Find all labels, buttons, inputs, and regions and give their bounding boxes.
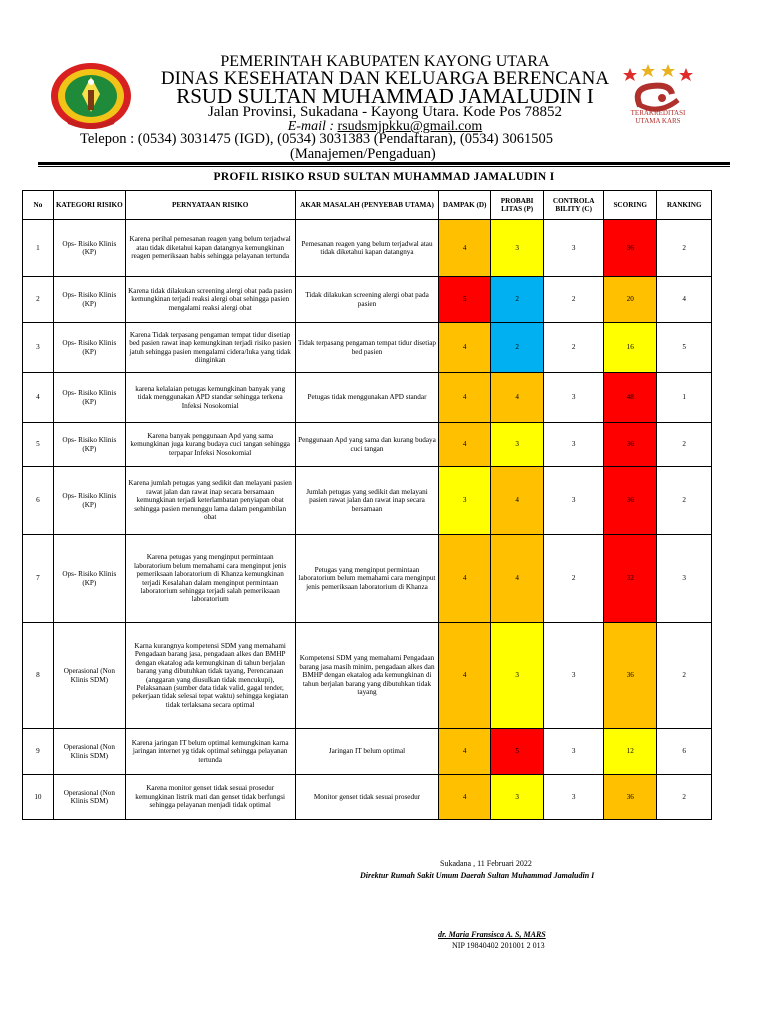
cell-dampak: 4	[439, 535, 490, 623]
cell-no: 8	[23, 623, 54, 729]
cell-probabilitas: 4	[490, 467, 543, 535]
email-label: E-mail :	[287, 119, 335, 134]
cell-probabilitas: 3	[490, 623, 543, 729]
cell-controlability: 3	[544, 729, 604, 775]
letterhead-rule-thick	[38, 162, 730, 165]
header-ranking: RANKING	[657, 191, 712, 220]
cell-dampak: 5	[439, 277, 490, 323]
cell-probabilitas: 2	[490, 277, 543, 323]
letterhead-phone-2: (Manajemen/Pengaduan)	[290, 146, 436, 162]
cell-kategori: Operasional (Non Klinis SDM)	[53, 775, 125, 820]
table-header-row	[23, 191, 712, 220]
cell-dampak: 3	[439, 467, 490, 535]
risk-profile-table	[22, 190, 712, 820]
cell-no: 5	[23, 423, 54, 467]
table-row	[23, 373, 712, 423]
cell-ranking: 2	[657, 423, 712, 467]
cell-dampak: 4	[439, 323, 490, 373]
cell-no: 3	[23, 323, 54, 373]
cell-ranking: 2	[657, 220, 712, 277]
cell-pernyataan: Karena petugas yang menginput permintaan laboratorium belum memahami cara menginput jenis pemeriksaan laboratorium di Khanza kemungkinan terjadi Kesalahan dalam menginput permintaan laboratorium sehingga terjadi salah pemeriksaan laboratorium	[125, 535, 295, 623]
cell-kategori: Ops- Risiko Klinis (KP)	[53, 323, 125, 373]
cell-ranking: 1	[657, 373, 712, 423]
cell-scoring: 20	[603, 277, 656, 323]
letterhead	[0, 0, 768, 162]
cell-kategori: Ops- Risiko Klinis (KP)	[53, 467, 125, 535]
risk-table-body	[23, 220, 712, 820]
header-controlability: CONTROLA BILITY (C)	[544, 191, 604, 220]
table-row	[23, 277, 712, 323]
header-akar-masalah: AKAR MASALAH (PENYEBAB UTAMA)	[295, 191, 439, 220]
cell-akar-masalah: Kompetensi SDM yang memahami Pengadaan barang jasa masih minim, pengadaan alkes dan BMHP dengan ekatalog ada kemungkinan di tahun berjalan barang yang dibutuhkan tidak tayang	[295, 623, 439, 729]
cell-kategori: Ops- Risiko Klinis (KP)	[53, 220, 125, 277]
footer-nip: NIP 19840402 201001 2 013	[452, 941, 545, 950]
table-row	[23, 220, 712, 277]
cell-scoring: 16	[603, 323, 656, 373]
cell-no: 1	[23, 220, 54, 277]
cell-probabilitas: 5	[490, 729, 543, 775]
cell-ranking: 2	[657, 467, 712, 535]
cell-akar-masalah: Jaringan IT belum optimal	[295, 729, 439, 775]
header-dampak: DAMPAK (D)	[439, 191, 490, 220]
cell-scoring: 12	[603, 729, 656, 775]
letterhead-line-1: PEMERINTAH KABUPATEN KAYONG UTARA	[220, 53, 550, 70]
letterhead-address: Jalan Provinsi, Sukadana - Kayong Utara. Kode Pos 78852	[207, 104, 563, 120]
table-row	[23, 775, 712, 820]
table-row	[23, 323, 712, 373]
cell-ranking: 3	[657, 535, 712, 623]
cell-ranking: 6	[657, 729, 712, 775]
cell-ranking: 5	[657, 323, 712, 373]
cell-controlability: 2	[544, 277, 604, 323]
cell-pernyataan: Karena monitor genset tidak sesuai prosedur kemungkinan listrik mati dan genset tidak berfungsi sehingga pelayanan menjadi tidak optimal	[125, 775, 295, 820]
cell-probabilitas: 4	[490, 535, 543, 623]
cell-no: 2	[23, 277, 54, 323]
cell-scoring: 36	[603, 220, 656, 277]
cell-kategori: Ops- Risiko Klinis (KP)	[53, 373, 125, 423]
cell-controlability: 3	[544, 373, 604, 423]
cell-pernyataan: Karna kurangnya kompetensi SDM yang memahami Pengadaan barang jasa, pengadaan alkes dan BMHP dengan ekatalog ada kemungkinan di tahun berjalan barang yang dibutuhkan tidak tayang, Perencanaan (anggaran yang diusulkan tidak mencukupi), Pelaksanaan (sumber data tidak valid, gagal tender, pekerjaan tidak selesai tepat waktu) sehingga kegiatan tidak terlaksana secara optimal	[125, 623, 295, 729]
cell-no: 4	[23, 373, 54, 423]
cell-kategori: Ops- Risiko Klinis (KP)	[53, 423, 125, 467]
cell-controlability: 3	[544, 775, 604, 820]
cell-pernyataan: Karena tidak dilakukan screening alergi obat pada pasien kemungkinan terjadi reaksi alergi obat sehingga pasien mengalami reaksi alergi obat	[125, 277, 295, 323]
cell-akar-masalah: Tidak dilakukan screening alergi obat pada pasien	[295, 277, 439, 323]
cell-akar-masalah: Penggunaan Apd yang sama dan kurang budaya cuci tangan	[295, 423, 439, 467]
cell-no: 10	[23, 775, 54, 820]
cell-probabilitas: 4	[490, 373, 543, 423]
cell-pernyataan: Karena jaringan IT belum optimal kemungkinan karna jaringan internet yg tidak optimal sehingga pelayanan tertunda	[125, 729, 295, 775]
cell-pernyataan: Karena Tidak terpasang pengaman tempat tidur disetiap bed pasien rawat inap kemungkinan terjadi risiko pasien jatuh sehingga pasien mengalami cidera/luka yang tidak diinginkan	[125, 323, 295, 373]
cell-no: 9	[23, 729, 54, 775]
header-probabilitas: PROBABI LITAS (P)	[490, 191, 543, 220]
cell-dampak: 4	[439, 373, 490, 423]
table-row	[23, 467, 712, 535]
cell-controlability: 3	[544, 623, 604, 729]
cell-dampak: 4	[439, 623, 490, 729]
regency-emblem-icon	[48, 60, 134, 132]
cell-controlability: 3	[544, 220, 604, 277]
cell-controlability: 3	[544, 423, 604, 467]
cell-ranking: 2	[657, 623, 712, 729]
letterhead-rule-thin	[38, 166, 730, 167]
cell-akar-masalah: Tidak terpasang pengaman tempat tidur disetiap bed pasien	[295, 323, 439, 373]
table-row	[23, 729, 712, 775]
cell-probabilitas: 3	[490, 220, 543, 277]
cell-akar-masalah: Monitor genset tidak sesuai prosedur	[295, 775, 439, 820]
cell-kategori: Operasional (Non Klinis SDM)	[53, 623, 125, 729]
page-title: PROFIL RISIKO RSUD SULTAN MUHAMMAD JAMALUDIN I	[213, 171, 555, 183]
cell-controlability: 2	[544, 535, 604, 623]
cell-scoring: 36	[603, 423, 656, 467]
table-row	[23, 423, 712, 467]
cell-no: 6	[23, 467, 54, 535]
table-row	[23, 535, 712, 623]
cell-scoring: 36	[603, 467, 656, 535]
letterhead-hospital-name: RSUD SULTAN MUHAMMAD JAMALUDIN I	[176, 84, 594, 108]
cell-akar-masalah: Petugas yang menginput permintaan laboratorium belum memahami cara menginput jenis pemeriksaan laboratorium di Khanza	[295, 535, 439, 623]
cell-probabilitas: 2	[490, 323, 543, 373]
cell-ranking: 2	[657, 775, 712, 820]
cell-no: 7	[23, 535, 54, 623]
cell-dampak: 4	[439, 220, 490, 277]
cell-dampak: 4	[439, 775, 490, 820]
header-kategori: KATEGORI RISIKO	[53, 191, 125, 220]
header-pernyataan: PERNYATAAN RISIKO	[125, 191, 295, 220]
cell-scoring: 48	[603, 373, 656, 423]
header-no: No	[23, 191, 54, 220]
cell-kategori: Ops- Risiko Klinis (KP)	[53, 535, 125, 623]
cell-scoring: 36	[603, 775, 656, 820]
cell-dampak: 4	[439, 729, 490, 775]
footer-director-name: dr. Maria Fransisca A. S, MARS	[438, 930, 546, 939]
cell-kategori: Operasional (Non Klinis SDM)	[53, 729, 125, 775]
cell-scoring: 36	[603, 623, 656, 729]
cell-controlability: 3	[544, 467, 604, 535]
cell-dampak: 4	[439, 423, 490, 467]
table-row	[23, 623, 712, 729]
cell-ranking: 4	[657, 277, 712, 323]
cell-pernyataan: Karena jumlah petugas yang sedikit dan melayani pasien rawat jalan dan rawat inap secara bersamaan kemungkinan terjadi keterlambatan penyiapan obat sehingga pasien menunggu lama dalam pengambilan obat	[125, 467, 295, 535]
header-scoring: SCORING	[603, 191, 656, 220]
accreditation-caption: TERAKREDITASI UTAMA KARS	[630, 109, 686, 125]
cell-scoring: 32	[603, 535, 656, 623]
footer-place-date: Sukadana , 11 Februari 2022	[440, 859, 532, 868]
letterhead-phone: Telepon : (0534) 3031475 (IGD), (0534) 3031383 (Pendaftaran), (0534) 3061505	[80, 131, 553, 147]
footer-director-title: Direktur Rumah Sakit Umum Daerah Sultan Muhammad Jamaludin I	[360, 871, 595, 880]
cell-kategori: Ops- Risiko Klinis (KP)	[53, 277, 125, 323]
cell-akar-masalah: Jumlah petugas yang sedikit dan melayani pasien rawat jalan dan rawat inap secara bersamaan	[295, 467, 439, 535]
cell-akar-masalah: Pemesanan reagen yang belum terjadwal atau tidak diketahui kapan datangnya	[295, 220, 439, 277]
cell-probabilitas: 3	[490, 423, 543, 467]
letterhead-line-2: DINAS KESEHATAN DAN KELUARGA BERENCANA	[160, 68, 610, 89]
cell-akar-masalah: Petugas tidak menggunakan APD standar	[295, 373, 439, 423]
cell-probabilitas: 3	[490, 775, 543, 820]
cell-pernyataan: karena kelalaian petugas kemungkinan banyak yang tidak menggunakan APD standar sehingga terkena Infeksi Nosokomial	[125, 373, 295, 423]
cell-controlability: 2	[544, 323, 604, 373]
email-link[interactable]: rsudsmjpkku@gmail.com	[337, 119, 483, 134]
cell-pernyataan: Karena banyak penggunaan Apd yang sama kemungkinan juga kurang budaya cuci tangan sehingga terpapar Infeksi Nosokomial	[125, 423, 295, 467]
cell-pernyataan: Karena perihal pemesanan reagen yang belum terjadwal atau tidak diketahui kapan datangnya kemungkinan reagen pemeriksaan habis sehingga pelayanan tertunda	[125, 220, 295, 277]
